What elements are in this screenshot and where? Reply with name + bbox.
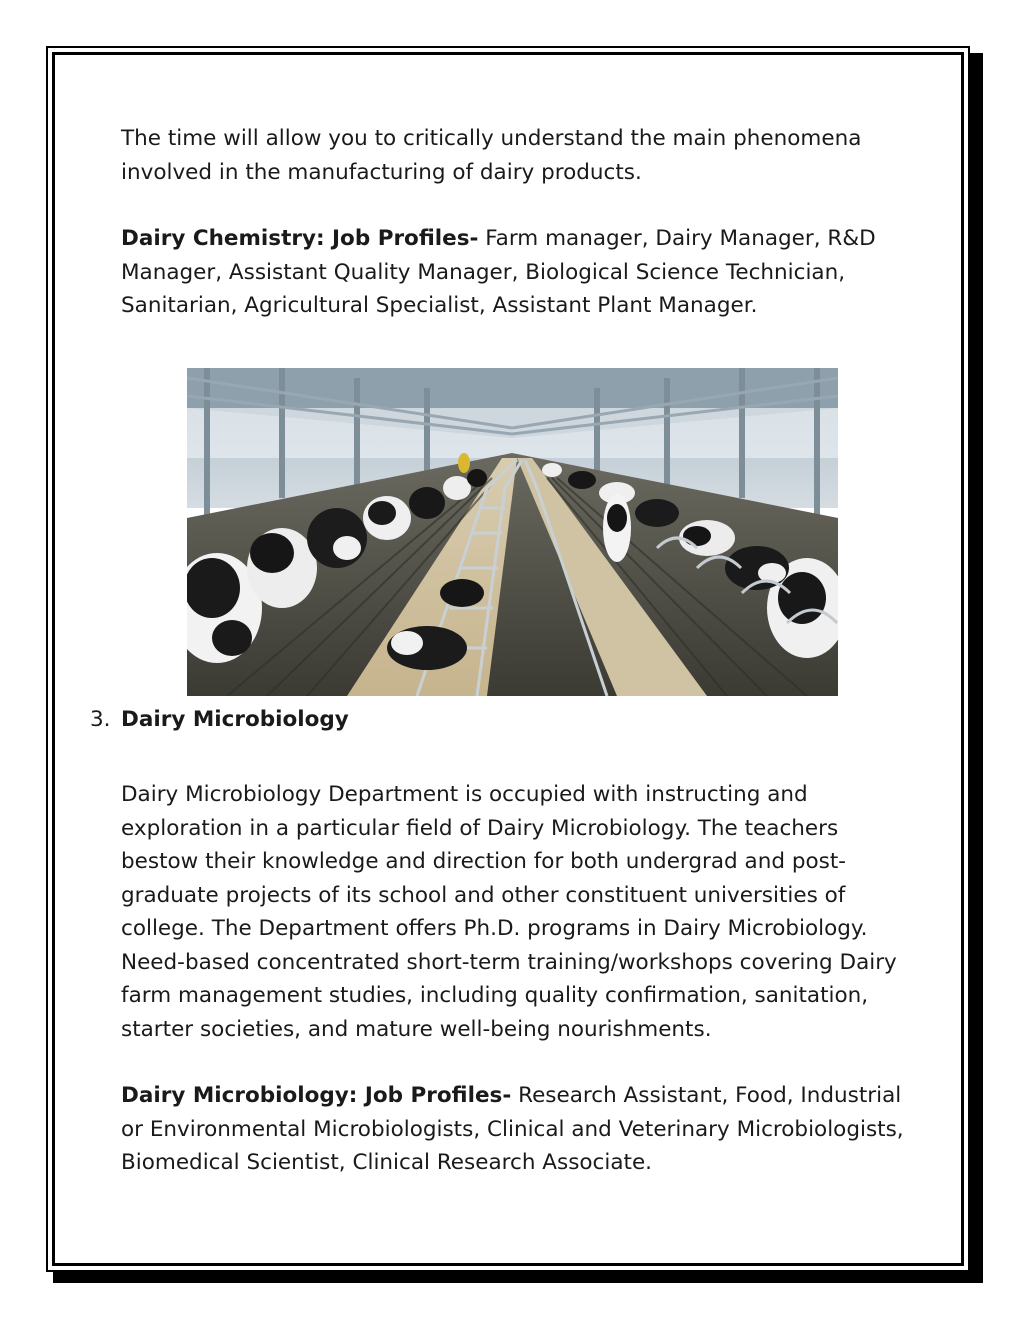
section-number: 3. [90,707,111,732]
chemistry-job-profiles-text: Farm manager, Dairy Manager, R&D Manager, Assistant Quality Manager, Biological Science Technician, Sanitarian, Agricultural Specialist, Assistant Plant Manager. [121,226,876,318]
section-heading [90,703,349,737]
content-top [121,122,911,356]
microbiology-job-profiles-text: Research Assistant, Food, Industrial or Environmental Microbiologists, Clinical and Veterinary Microbiologists, Biomedical Scientist, Clinical Research Associate. [121,1083,904,1175]
dairy-barn-photo [187,368,838,696]
section-title: Dairy Microbiology [121,707,349,732]
intro-paragraph: The time will allow you to critically understand the main phenomena involved in the manufacturing of dairy products. [121,126,862,185]
microbiology-job-profiles-label: Dairy Microbiology: Job Profiles- [121,1083,512,1108]
microbiology-job-profiles [121,1079,911,1180]
chemistry-job-profiles-label: Dairy Chemistry: Job Profiles- [121,226,479,251]
content-bottom [121,778,911,1213]
chemistry-job-profiles [121,222,911,323]
microbiology-body: Dairy Microbiology Department is occupied with instructing and exploration in a particular field of Dairy Microbiology. The teachers bestow their knowledge and direction for both undergrad and post-graduate projects of its school and other constituent universities of college. The Department offers Ph.D. programs in Dairy Microbiology. Need-based concentrated short-term training/workshops covering Dairy farm management studies, including quality confirmation, sanitation, starter societies, and mature well-being nourishments. [121,782,897,1042]
